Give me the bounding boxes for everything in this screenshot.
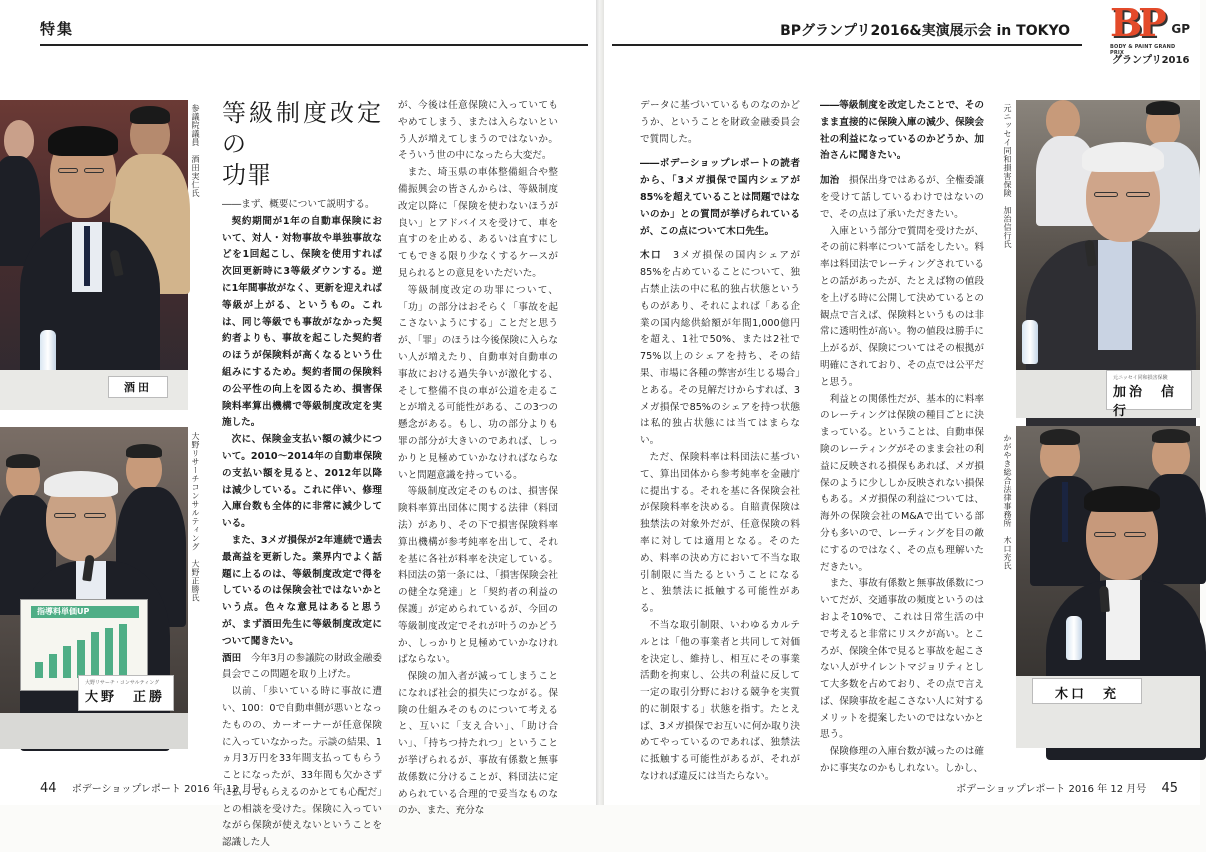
- board-bar: [35, 662, 43, 678]
- article-paragraph: 以前、「歩いている時に事故に遭い、100：0で自動車側が悪いとなったものの、カーオーナーが任意保険に入っていなかった。示談の結果、1ヵ月3万円を33年間支払ってもらうことになったが、33年間も欠かさずに払ってもらえるのかとても心配だ」との相談を受けた。保険に入っていながら保険が使えないということを認識した人: [222, 686, 382, 849]
- article-paragraph: 保険修理の入庫台数が減ったのは確かに事実なのかもしれない。しかし、: [820, 746, 984, 775]
- event-title: BPグランプリ2016&実演展示会 in TOKYO: [780, 23, 1070, 39]
- article-column-3: [640, 98, 801, 783]
- header-rule-right: [612, 44, 1082, 46]
- logo-subtitle: BODY & PAINT GRAND PRIX: [1110, 44, 1176, 56]
- header-rule-left: [40, 44, 588, 46]
- article-paragraph: [820, 173, 984, 223]
- article-paragraph: また、埼玉県の車体整備組合や整備振興会の皆さんからは、等級制度改定以降に「保険を使わないほうが良い」とアドバイスを受けて、車を直すのを止める、あるいは直すにしてもできる限り少なくするケースが見られるとの意見をいただいた。: [398, 167, 558, 279]
- photo-kiguchi: [1016, 426, 1200, 748]
- board-bar: [77, 640, 85, 678]
- caption-sakata: 参議院議員 酒田実仁氏: [191, 104, 200, 198]
- article-paragraph: データに基づいているものなのかどうか、ということを財政金融委員会で質問した。: [640, 100, 800, 145]
- article-paragraph: また、事故有係数と無事故係数についてだが、交通事故の頻度というのはおよそ10%で、これは日常生活の中で考えると非常にリスクが高い。ところが、保険全体で見ると事故を起こさない人がサイレントマジョリティとして大多数を占めており、その点で言えば、保険事故を起こさない人に対するメリットを提案したいのではないかと思う。: [820, 578, 984, 741]
- article-column-2: [398, 98, 558, 817]
- article-column-1: [222, 98, 383, 849]
- caption-kaji: 元ニッセイ同和損害保険 加治信行氏: [1003, 104, 1012, 249]
- nameplate-ono: 大野リサーチ・コンサルティング 大野 正勝: [78, 675, 174, 711]
- magazine-name-right: ボデーショップレポート 2016 年 12 月号: [956, 784, 1147, 795]
- headline-line-1: 等級制度改定の: [222, 99, 382, 158]
- article-paragraph: また、3メガ損保が2年連続で過去最高益を更新した。業界内でよく話題に上るのは、等級制度改定で得をしているのは保険会社ではないかという点。色々な意見はあると思うが、まず酒田先生に等級制度改定について聞きたい。: [222, 534, 382, 647]
- article-paragraph: 次に、保険金支払い額の減少について。2010〜2014年の自動車保険の支払い額を見ると、2012年以降は減少している。これに伴い、修理入庫台数も全体的に非常に減少している。: [222, 434, 382, 530]
- speaker-text: 損保出身ではあるが、全権委譲を受けて話しているわけではないので、その点は了承いただきたい。: [820, 175, 985, 220]
- article-question: ――ボデーショップレポートの読者から、「3メガ損保で国内シェアが85%を超えていることは問題ではないのか」との質問が挙げられているが、この点について木口先生。: [640, 158, 800, 237]
- board-bar: [119, 624, 127, 678]
- speaker-text: 今年3月の参議院の財政金融委員会でこの問題を取り上げた。: [222, 652, 383, 681]
- article-paragraph: 等級制度改定の功罪について、「功」の部分はおそらく「事故を起こさないようにする」ことだと思うが、「罪」のほうは今後保険に入らない人が増えたり、自動車対自動車の事故における過失争いが激化する、そして整備不良の車が公道を走ることが増える可能性がある、この3つの懸念がある。もし、功の部分よりも罪の部分が大きいのであれば、しっかりと見極めていかなければならないと問題意識を持っている。: [398, 284, 558, 481]
- board-bar: [49, 654, 57, 678]
- photo-ono: [0, 427, 188, 749]
- footer-left: [40, 780, 262, 796]
- page-gutter: [596, 0, 604, 805]
- page-number-right: 45: [1161, 781, 1178, 796]
- logo-gp-text: GP: [1171, 22, 1190, 36]
- photo-kaji: [1016, 100, 1200, 418]
- photo-sakata: [0, 100, 188, 410]
- table-surface: [0, 713, 188, 749]
- article-paragraph: ――まず、概要について説明する。: [222, 199, 375, 210]
- water-bottle: [40, 330, 56, 374]
- nameplate-sakata: 酒田: [108, 376, 168, 398]
- speaker-text: 3メガ損保の国内シェアが85%を占めていることについて、独占禁止法の中に私的独占状態というものがあり、それによれば「ある企業の国内総供給額が年間1,000億円を超え、1社で50%、または2社で75%以上のシェアを持ち、その結果、市場に各種の弊害が生じる場合」とある。その見解だけからすれば、3メガ損保で85%のシェアを持つ状態は私的独占状態には当てはまらない。: [640, 250, 801, 447]
- nameplate-kiguchi: 木口 充: [1032, 678, 1142, 704]
- headline-line-2: 功罪: [222, 161, 272, 189]
- article-headline: [222, 98, 382, 191]
- footer-right: [956, 780, 1178, 796]
- article-column-4: [820, 98, 985, 775]
- water-bottle: [1066, 616, 1082, 660]
- article-question: ――等級制度を改定したことで、そのまま直接的に保険入庫の減少、保険会社の利益になっているのかどうか、加治さんに聞きたい。: [820, 100, 984, 162]
- board-bar: [91, 632, 99, 678]
- bp-grandprix-logo: [1110, 0, 1190, 66]
- magazine-name-left: ボデーショップレポート 2016 年 12 月号: [71, 784, 262, 795]
- logo-year: グランプリ2016: [1112, 55, 1190, 66]
- board-bar: [63, 646, 71, 678]
- speaker-label: 酒田: [222, 652, 242, 664]
- article-paragraph: 等級制度改定そのものは、損害保険料率算出団体に関する法律（料団法）があり、その下で損害保険料率算出機構が参考純率を出して、それを基に各社が料率を決定している。料団法の第一条には、「損害保険会社の健全な発達」と「契約者の利益の保護」が定められているが、今回の等級制度改定でそれが叶うのかどうか、しっかりと見極めていかなければならない。: [398, 486, 558, 666]
- article-paragraph: 不当な取引制限、いわゆるカルテルとは「他の事業者と共同して対価を決定し、維持し、相互にその事業活動を拘束し、公共の利益に反して一定の取引分野における競争を実質的に制限する」状態を指す。たとえば、3メガ損保でお互いに何か取り決めてやっているのであれば、独禁法に抵触する可能性があるが、それがなければ違反には当たらない。: [640, 619, 800, 783]
- board-bar: [105, 628, 113, 678]
- nameplate-kaji: 元ニッセイ同和損害保険 加治 信行: [1106, 370, 1192, 410]
- section-label: 特集: [40, 20, 75, 38]
- article-paragraph: ただ、保険料率は料団法に基づいて、算出団体から参考純率を金融庁に提出する。それを基に各保険会社が保険料率を決める。自賠責保険は独禁法の対象外だが、任意保険の料率に対しては適用となる。そのため、料率の決め方において不当な取引制限に当たるということになると、独禁法に抵触する可能性がある。: [640, 451, 800, 615]
- caption-ono: 大野リサーチコンサルティング 大野正勝氏: [191, 432, 200, 602]
- article-paragraph: が、今後は任意保険に入っていてもやめてしまう、または入らないという人が増えてしまうのではないか。そういう世の中になったら大変だ。: [398, 100, 558, 162]
- article-paragraph: 利益との関係性だが、基本的に料率のレーティングは保険の種目ごとに決まっている。ということは、自動車保険のレーティングがそのまま会社の利益に反映される損保もあれば、メガ損保のように少ししか反映されない損保もある。メガ損保の利益については、海外の保険会社のM&Aで出ている部分も多いので、レーティングを目の敵にするのではなく、その点も理解いただきたい。: [820, 393, 984, 573]
- speaker-label: 加治: [820, 175, 840, 187]
- article-paragraph: 保険の加入者が減ってしまうことになれば社会的損失につながる。保険の仕組みそのものについて考えると、互いに「支え合い」、「助け合い」、「持ちつ持たれつ」ということが挙げられるが、事故有係数と無事故係数に分けることが、料団法に定められている合理的で妥当なものなのか、また、充分な: [398, 671, 558, 817]
- logo-bp-text: BP: [1110, 0, 1163, 45]
- water-bottle: [1022, 320, 1038, 364]
- page-number-left: 44: [40, 781, 57, 796]
- article-paragraph: 入庫という部分で質問を受けたが、その前に料率について話をしたい。料率は料団法でレーティングされているとの話があったが、たとえば物の値段を上げる時に公開して決めているとの観点で言えば、保険料というものは非常に透明性が高い。物の値段は勝手に上がるが、保険についてはその根拠が明確にされており、その点では公平だと思う。: [820, 225, 984, 388]
- article-paragraph: [222, 651, 382, 685]
- board-title: 指導料単価UP: [31, 606, 139, 618]
- caption-kiguchi: かがやき総合法律事務所 木口充氏: [1003, 434, 1012, 570]
- article-paragraph: [640, 248, 800, 450]
- article-paragraph: 契約期間が1年の自動車保険において、対人・対物事故や単独事故などを1回起こし、保険を使用すれば次回更新時に3等級ダウンする。逆に1年間事故がなく、更新を迎えれば等級が上がる、というもの。これは、同じ等級でも事故がなかった契約者よりも、事故を起こした契約者のほうが保険料が高くなるという仕組みにするため。契約者間の保険料の公平性の向上を図るため、損害保険料率算出機構で等級制度改定を実施した。: [222, 215, 382, 429]
- speaker-label: 木口: [640, 250, 663, 262]
